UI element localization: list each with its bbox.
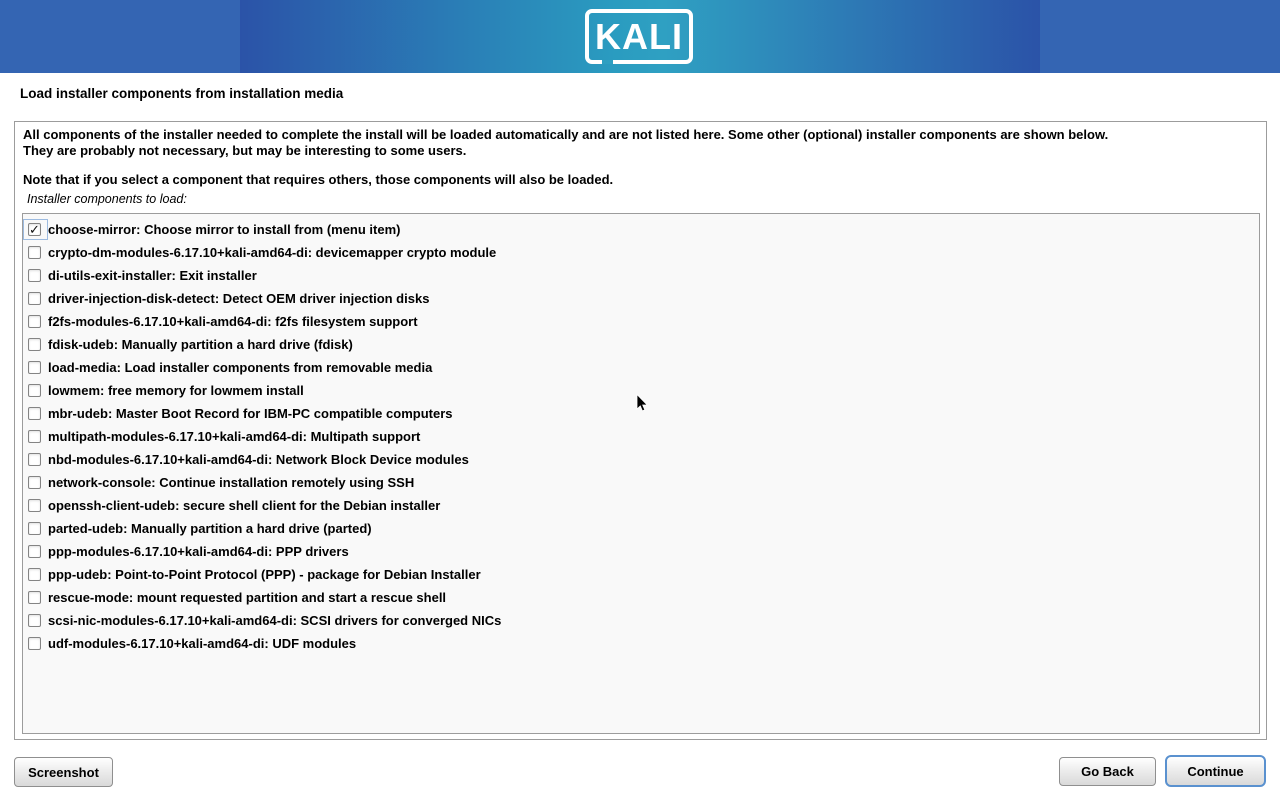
checkbox-unchecked[interactable] bbox=[28, 545, 41, 558]
checkbox-checked[interactable]: ✓ bbox=[29, 222, 40, 237]
checkbox-spacer bbox=[23, 242, 48, 263]
list-item[interactable] bbox=[23, 471, 1259, 494]
checkbox-spacer bbox=[23, 288, 48, 309]
checkbox-spacer bbox=[23, 265, 48, 286]
intro-paragraph-line1: All components of the installer needed to complete the install will be loaded automatically and are not listed here. Some other (optional) installer components are shown below. bbox=[23, 127, 1109, 142]
note-text: Note that if you select a component that requires others, those components will also be loaded. bbox=[23, 172, 614, 187]
list-item[interactable] bbox=[23, 310, 1259, 333]
checkbox-spacer bbox=[23, 495, 48, 516]
list-item[interactable] bbox=[23, 218, 1259, 241]
checkbox-unchecked[interactable] bbox=[28, 591, 41, 604]
checkbox-spacer bbox=[23, 334, 48, 355]
list-item-label: lowmem: free memory for lowmem install bbox=[48, 383, 304, 398]
checkbox-unchecked[interactable] bbox=[28, 407, 41, 420]
list-item-label: f2fs-modules-6.17.10+kali-amd64-di: f2fs filesystem support bbox=[48, 314, 418, 329]
list-item[interactable] bbox=[23, 264, 1259, 287]
checkbox-spacer bbox=[23, 311, 48, 332]
checkbox-unchecked[interactable] bbox=[28, 338, 41, 351]
list-item-label: openssh-client-udeb: secure shell client for the Debian installer bbox=[48, 498, 441, 513]
checkbox-spacer bbox=[23, 541, 48, 562]
list-item[interactable] bbox=[23, 517, 1259, 540]
list-item-label: ppp-modules-6.17.10+kali-amd64-di: PPP drivers bbox=[48, 544, 349, 559]
checkbox-unchecked[interactable] bbox=[28, 269, 41, 282]
list-item-label: network-console: Continue installation remotely using SSH bbox=[48, 475, 415, 490]
list-item-label: scsi-nic-modules-6.17.10+kali-amd64-di: SCSI drivers for converged NICs bbox=[48, 613, 502, 628]
list-item[interactable] bbox=[23, 586, 1259, 609]
list-item[interactable] bbox=[23, 540, 1259, 563]
component-list bbox=[22, 213, 1260, 734]
kali-logo-text: KALI bbox=[595, 15, 683, 57]
checkbox-spacer bbox=[23, 633, 48, 654]
list-item-label: udf-modules-6.17.10+kali-amd64-di: UDF modules bbox=[48, 636, 357, 651]
checkbox-spacer bbox=[23, 610, 48, 631]
checkbox-unchecked[interactable] bbox=[28, 315, 41, 328]
components-list-label: Installer components to load: bbox=[27, 192, 187, 206]
kali-logo-gap bbox=[602, 60, 613, 64]
checkbox-spacer bbox=[23, 357, 48, 378]
list-item[interactable] bbox=[23, 379, 1259, 402]
list-item[interactable] bbox=[23, 356, 1259, 379]
checkbox-spacer bbox=[23, 472, 48, 493]
list-item-label: multipath-modules-6.17.10+kali-amd64-di: Multipath support bbox=[48, 429, 421, 444]
list-item-label: crypto-dm-modules-6.17.10+kali-amd64-di: devicemapper crypto module bbox=[48, 245, 497, 260]
intro-paragraph bbox=[23, 127, 1258, 158]
continue-button[interactable]: Continue bbox=[1165, 755, 1266, 787]
checkbox-spacer bbox=[23, 403, 48, 424]
checkbox-spacer bbox=[23, 449, 48, 470]
checkbox-spacer bbox=[23, 518, 48, 539]
checkbox-spacer bbox=[23, 587, 48, 608]
screenshot-button[interactable]: Screenshot bbox=[14, 757, 113, 787]
checkbox-unchecked[interactable] bbox=[28, 476, 41, 489]
list-item[interactable] bbox=[23, 563, 1259, 586]
checkbox-unchecked[interactable] bbox=[28, 430, 41, 443]
checkbox-unchecked[interactable] bbox=[28, 637, 41, 650]
checkbox-unchecked[interactable] bbox=[28, 499, 41, 512]
checkbox-unchecked[interactable] bbox=[28, 384, 41, 397]
checkbox-spacer bbox=[23, 380, 48, 401]
list-item-label: ppp-udeb: Point-to-Point Protocol (PPP) - package for Debian Installer bbox=[48, 567, 481, 582]
list-item-label: choose-mirror: Choose mirror to install from (menu item) bbox=[48, 222, 401, 237]
checkbox-unchecked[interactable] bbox=[28, 292, 41, 305]
list-item-label: fdisk-udeb: Manually partition a hard drive (fdisk) bbox=[48, 337, 353, 352]
checkbox-unchecked[interactable] bbox=[28, 522, 41, 535]
list-item[interactable] bbox=[23, 241, 1259, 264]
page-title: Load installer components from installation media bbox=[20, 86, 344, 101]
list-item-label: mbr-udeb: Master Boot Record for IBM-PC compatible computers bbox=[48, 406, 453, 421]
intro-paragraph-line2: They are probably not necessary, but may be interesting to some users. bbox=[23, 142, 467, 158]
go-back-button[interactable]: Go Back bbox=[1059, 757, 1156, 786]
kali-logo bbox=[585, 9, 693, 64]
checkbox-unchecked[interactable] bbox=[28, 568, 41, 581]
list-item[interactable] bbox=[23, 333, 1259, 356]
checkbox-unchecked[interactable] bbox=[28, 453, 41, 466]
checkbox-focus-ring bbox=[23, 219, 48, 240]
checkbox-unchecked[interactable] bbox=[28, 614, 41, 627]
checkbox-unchecked[interactable] bbox=[28, 246, 41, 259]
list-item[interactable] bbox=[23, 494, 1259, 517]
list-item-label: rescue-mode: mount requested partition and start a rescue shell bbox=[48, 590, 447, 605]
list-item[interactable] bbox=[23, 425, 1259, 448]
checkbox-spacer bbox=[23, 564, 48, 585]
list-item[interactable] bbox=[23, 402, 1259, 425]
list-item-label: parted-udeb: Manually partition a hard drive (parted) bbox=[48, 521, 372, 536]
header-banner bbox=[0, 0, 1280, 73]
checkbox-unchecked[interactable] bbox=[28, 361, 41, 374]
list-item[interactable] bbox=[23, 632, 1259, 655]
checkbox-spacer bbox=[23, 426, 48, 447]
list-item[interactable] bbox=[23, 448, 1259, 471]
list-item-label: nbd-modules-6.17.10+kali-amd64-di: Network Block Device modules bbox=[48, 452, 469, 467]
list-item-label: load-media: Load installer components from removable media bbox=[48, 360, 433, 375]
content-frame bbox=[14, 121, 1267, 740]
list-item-label: driver-injection-disk-detect: Detect OEM driver injection disks bbox=[48, 291, 430, 306]
list-item[interactable] bbox=[23, 287, 1259, 310]
list-item-label: di-utils-exit-installer: Exit installer bbox=[48, 268, 257, 283]
list-item[interactable] bbox=[23, 609, 1259, 632]
